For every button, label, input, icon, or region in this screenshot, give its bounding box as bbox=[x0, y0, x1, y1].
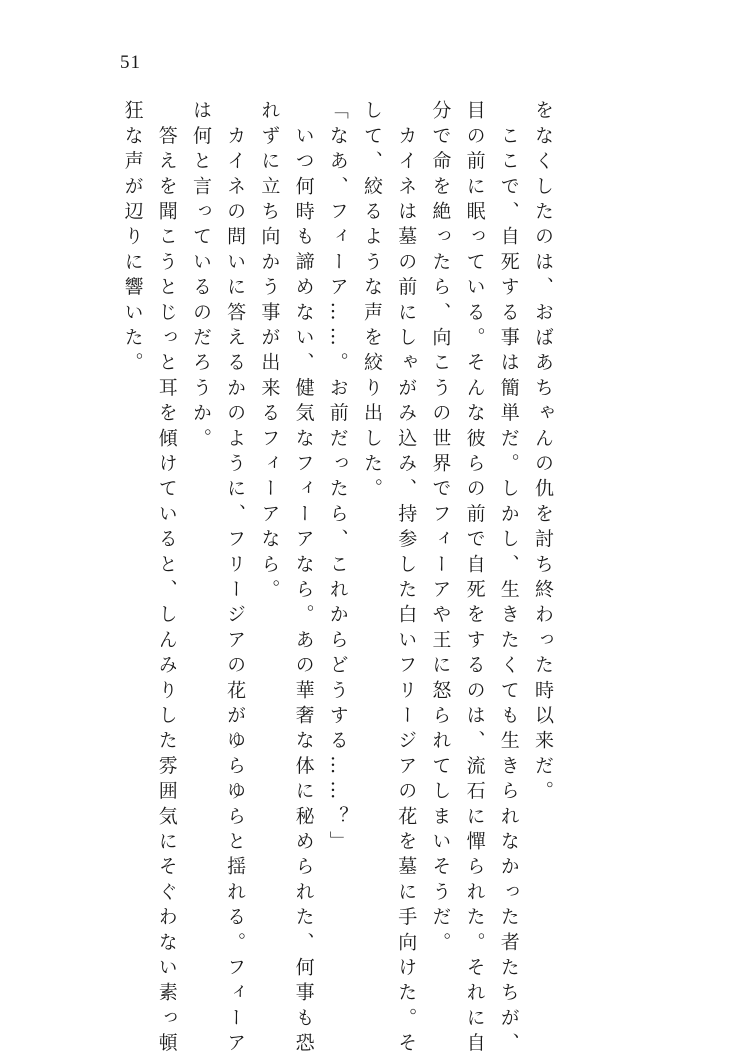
body-text bbox=[115, 100, 560, 1058]
text-line-3: 目の前に眠っている。そんな彼らの前で自死をするのは、流石に憚られた。それに自 bbox=[463, 100, 486, 1058]
text-line-10: カイネの問いに答えるかのように、フリージアの花がゆらゆらと揺れる。フィーア bbox=[224, 100, 247, 1058]
text-line-9: れずに立ち向かう事が出来るフィーアなら。 bbox=[258, 100, 281, 604]
page-number: 51 bbox=[120, 52, 141, 73]
text-line-11: は何と言っているのだろうか。 bbox=[189, 100, 212, 453]
text-line-7: 「なあ、フィーア……。お前だったら、これからどうする……？」 bbox=[326, 100, 349, 856]
text-line-12: 答えを聞こうとじっと耳を傾けていると、しんみりした雰囲気にそぐわない素っ頓 bbox=[155, 100, 178, 1058]
text-line-2: ここで、自死する事は簡単だ。しかし、生きたくても生きられなかった者たちが、 bbox=[497, 100, 520, 1058]
text-line-13: 狂な声が辺りに響いた。 bbox=[121, 100, 144, 378]
text-line-4: 分で命を絶ったら、向こうの世界でフィーアや王に怒られてしまいそうだ。 bbox=[429, 100, 452, 957]
text-line-6: して、絞るような声を絞り出した。 bbox=[360, 100, 383, 504]
text-line-1: をなくしたのは、おばあちゃんの仇を討ち終わった時以来だ。 bbox=[532, 100, 554, 806]
text-line-5: カイネは墓の前にしゃがみ込み、持参した白いフリージアの花を墓に手向けた。そ bbox=[395, 100, 418, 1058]
text-line-8: いつ何時も諦めない、健気なフィーアなら。あの華奢な体に秘められた、何事も恐 bbox=[292, 100, 315, 1058]
